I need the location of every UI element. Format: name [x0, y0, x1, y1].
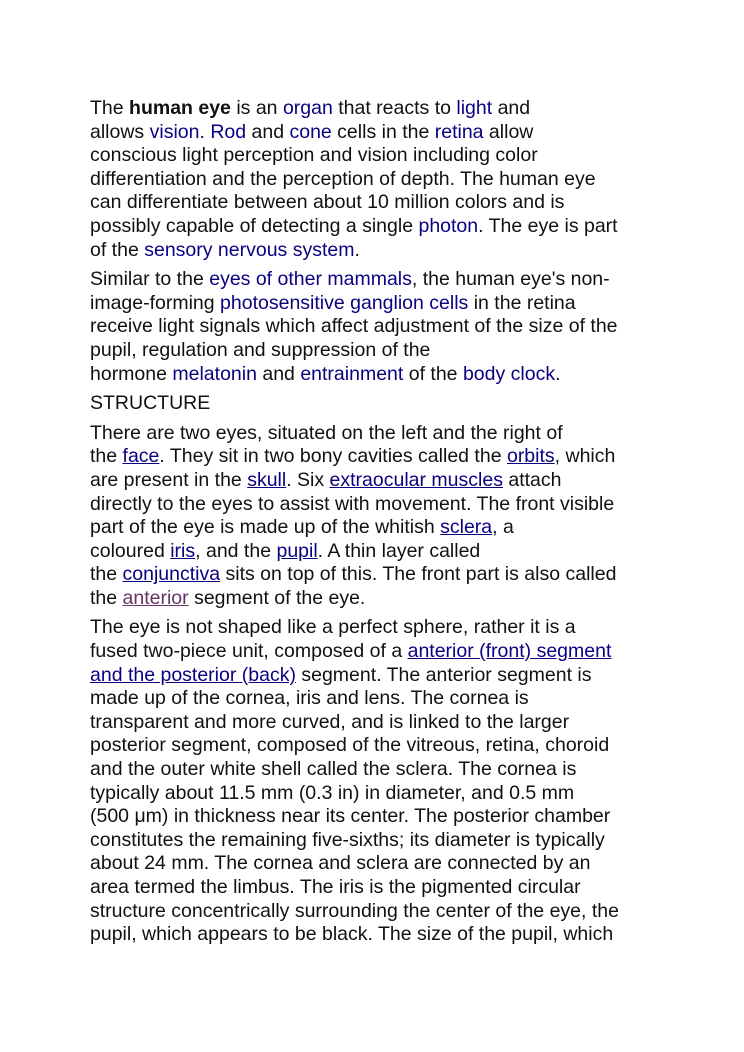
- text-line: differentiation and the perception of depth. The human eye: [90, 167, 596, 190]
- link-extraocular-muscles[interactable]: extraocular muscles: [329, 468, 503, 491]
- text: the: [90, 586, 123, 609]
- text: and: [246, 120, 290, 143]
- text-line: structure concentrically surrounding the center of the eye, the: [90, 899, 619, 922]
- text: and: [256, 362, 301, 385]
- text-line: about 24 mm. The cornea and sclera are connected by an: [90, 852, 591, 875]
- text-line: There are two eyes, situated on the left and the right of: [90, 421, 563, 444]
- text: of the: [403, 362, 463, 385]
- nonimage-paragraph: [90, 268, 660, 386]
- text: part of the eye is made up of the whitish: [90, 516, 441, 539]
- text: sits on top of this. The front part is also called: [220, 563, 617, 586]
- link-sclera[interactable]: sclera: [440, 516, 493, 539]
- text: possibly capable of detecting a single: [90, 214, 419, 237]
- text: of the: [90, 238, 145, 261]
- link-retina[interactable]: retina: [434, 120, 484, 143]
- text: attach: [502, 468, 562, 491]
- text-line: area termed the limbus. The iris is the pigmented circular: [90, 876, 581, 898]
- text: , the human eye's non-: [411, 268, 610, 291]
- link-face[interactable]: face: [122, 445, 160, 468]
- link-skull[interactable]: skull: [247, 468, 287, 491]
- text: . A thin layer called: [317, 539, 481, 562]
- text-line: and the outer white shell called the sclera. The cornea is: [90, 758, 577, 781]
- text-line: The eye is not shaped like a perfect sphere, rather it is a: [90, 616, 576, 639]
- text: allows: [90, 120, 150, 143]
- bold-term-human-eye: human eye: [129, 97, 231, 119]
- text: the: [90, 445, 123, 468]
- link-photon[interactable]: photon: [418, 214, 479, 237]
- text: Similar to the: [90, 268, 210, 291]
- text: . The eye is part: [478, 214, 618, 237]
- text-line: can differentiate between about 10 million colors and is: [90, 191, 565, 214]
- text-line: made up of the cornea, iris and lens. The cornea is: [90, 687, 529, 710]
- text-line: pupil, regulation and suppression of the: [90, 338, 431, 361]
- document-page: [90, 97, 660, 953]
- text: are present in the: [90, 468, 248, 491]
- text: .: [199, 120, 211, 143]
- text-line: posterior segment, composed of the vitreous, retina, choroid: [90, 734, 610, 757]
- text: allow: [483, 120, 534, 143]
- text: , a: [492, 516, 514, 539]
- text: that reacts to: [332, 97, 457, 119]
- link-anterior-front-segment[interactable]: anterior (front) segment: [407, 640, 612, 663]
- text-line: conscious light perception and vision including color: [90, 144, 538, 167]
- text: and: [492, 97, 531, 119]
- text: The: [90, 97, 124, 119]
- text: the: [90, 563, 123, 586]
- link-melatonin[interactable]: melatonin: [172, 362, 257, 385]
- text-line: receive light signals which affect adjustment of the size of the: [90, 315, 618, 338]
- structure-paragraph: [90, 422, 660, 611]
- text: .: [555, 362, 561, 385]
- link-orbits[interactable]: orbits: [506, 445, 555, 468]
- link-cone[interactable]: cone: [289, 120, 332, 143]
- text: coloured: [90, 539, 171, 562]
- link-anterior[interactable]: anterior: [122, 586, 189, 609]
- text-line: (500 μm) in thickness near its center. The posterior chamber: [90, 805, 611, 828]
- link-iris[interactable]: iris: [170, 539, 196, 562]
- link-rod[interactable]: Rod: [210, 120, 247, 143]
- text: hormone: [90, 362, 173, 385]
- link-eyes-of-other-mammals[interactable]: eyes of other mammals: [209, 268, 412, 291]
- link-conjunctiva[interactable]: conjunctiva: [122, 563, 221, 586]
- text: . Six: [286, 468, 330, 491]
- text-line: constitutes the remaining five-sixths; its diameter is typically: [90, 828, 605, 851]
- link-sensory-nervous-system[interactable]: sensory nervous system: [144, 238, 355, 261]
- text-line: typically about 11.5 mm (0.3 in) in diameter, and 0.5 mm: [90, 781, 575, 804]
- link-vision[interactable]: vision: [149, 120, 200, 143]
- link-body-clock[interactable]: body clock: [462, 362, 556, 385]
- section-heading-structure: STRUCTURE: [90, 392, 211, 415]
- text: , and the: [195, 539, 277, 562]
- link-photosensitive-ganglion-cells[interactable]: photosensitive ganglion cells: [220, 291, 469, 314]
- link-posterior-back[interactable]: and the posterior (back): [90, 663, 296, 686]
- text-line: directly to the eyes to assist with movement. The front visible: [90, 492, 615, 515]
- link-light[interactable]: light: [456, 97, 493, 119]
- intro-paragraph: [90, 97, 660, 262]
- link-entrainment[interactable]: entrainment: [300, 362, 404, 385]
- link-organ[interactable]: organ: [282, 97, 333, 119]
- text: in the retina: [468, 291, 576, 314]
- text: cells in the: [331, 120, 435, 143]
- text-line: pupil, which appears to be black. The size of the pupil, which: [90, 923, 614, 946]
- text: segment. The anterior segment is: [295, 663, 592, 686]
- text: is an: [230, 97, 283, 119]
- text: , which: [554, 445, 616, 468]
- text: .: [354, 238, 360, 261]
- text: image-forming: [90, 291, 221, 314]
- text: segment of the eye.: [188, 586, 366, 609]
- text: fused two-piece unit, composed of a: [90, 640, 408, 663]
- text-line: transparent and more curved, and is linked to the larger: [90, 710, 570, 733]
- link-pupil[interactable]: pupil: [276, 539, 318, 562]
- text: . They sit in two bony cavities called the: [159, 445, 507, 468]
- shape-paragraph: [90, 616, 660, 946]
